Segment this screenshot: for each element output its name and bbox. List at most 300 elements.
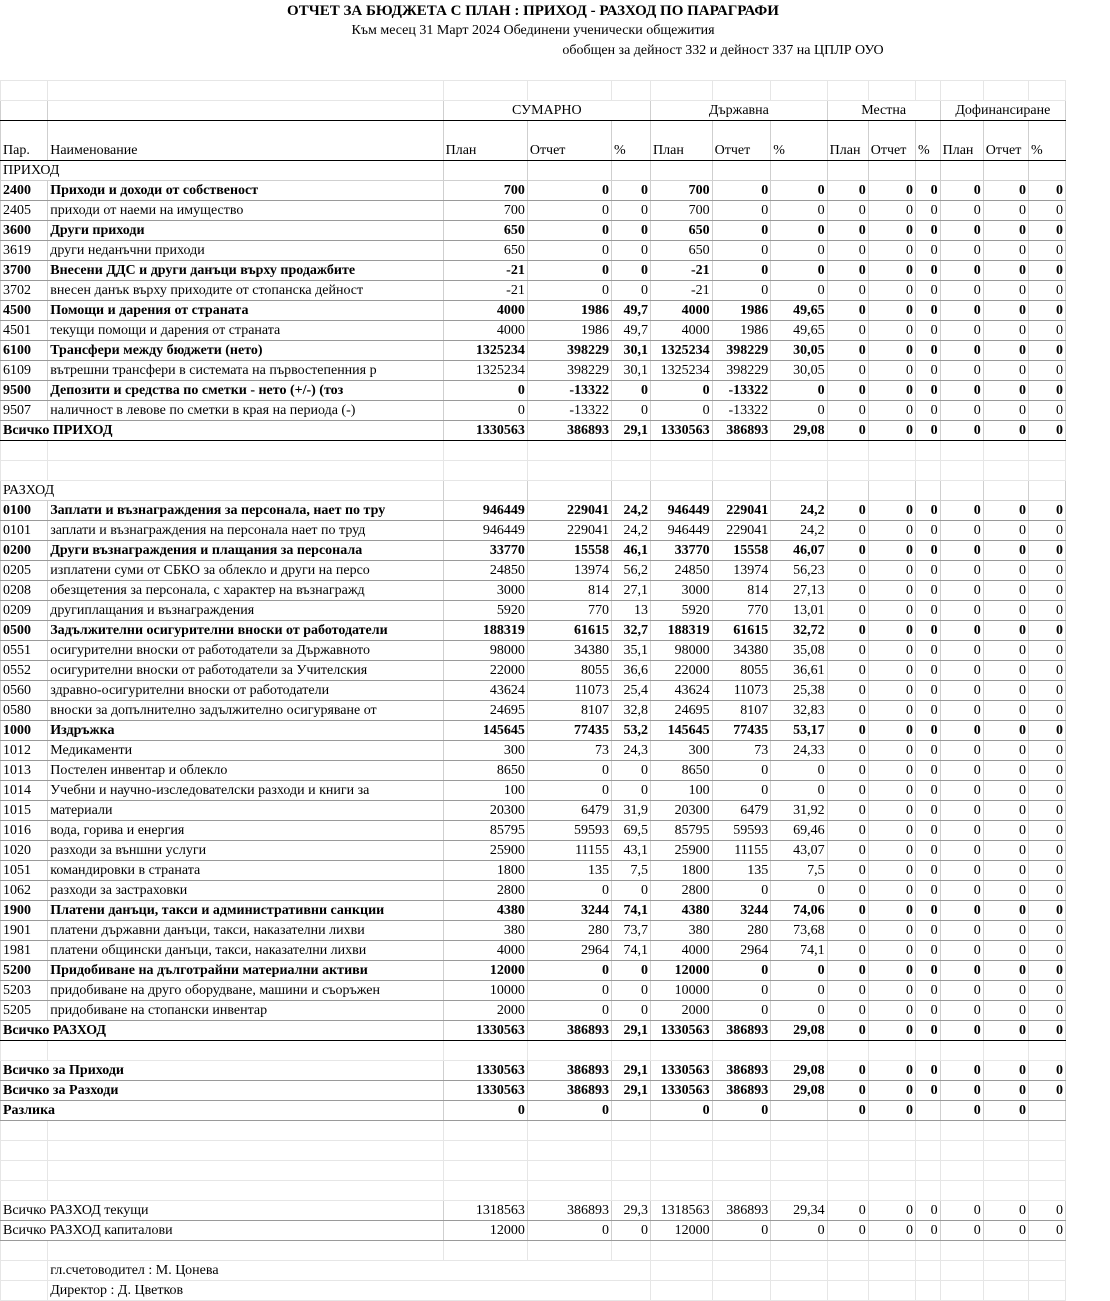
value-cell: 386893: [527, 1081, 611, 1101]
value-cell: 0: [868, 541, 915, 561]
spacer-row: [1, 1041, 1066, 1061]
value-cell: 145645: [651, 721, 713, 741]
item-name: Всичко РАЗХОД: [1, 1021, 444, 1041]
expense-row: [1, 981, 1066, 1001]
value-cell: 34380: [527, 641, 611, 661]
value-cell: 0: [527, 961, 611, 981]
value-cell: 0: [527, 981, 611, 1001]
empty-cell: [983, 441, 1028, 461]
empty-cell: [1, 1181, 48, 1201]
signature-director: Директор : Д. Цветков: [48, 1281, 651, 1301]
paragraph-code: 0200: [1, 541, 48, 561]
value-cell: 0: [983, 1101, 1028, 1121]
expense-row: [1, 621, 1066, 641]
value-cell: 386893: [712, 1081, 771, 1101]
empty-cell: [868, 1181, 915, 1201]
value-cell: 59593: [712, 821, 771, 841]
value-cell: 0: [827, 201, 868, 221]
current-total-row: [1, 1221, 1066, 1241]
value-cell: 0: [940, 181, 983, 201]
expense-row: [1, 821, 1066, 841]
item-name: командировки в страната: [48, 861, 443, 881]
empty-cell: [712, 161, 771, 181]
value-cell: 0: [868, 241, 915, 261]
empty-cell: [651, 461, 713, 481]
empty-cell: [48, 101, 443, 121]
expense-row: [1, 561, 1066, 581]
value-cell: 0: [612, 1221, 651, 1241]
value-cell: 0: [827, 821, 868, 841]
value-cell: 0: [868, 1061, 915, 1081]
value-cell: 0: [915, 1021, 940, 1041]
value-cell: 0: [915, 361, 940, 381]
paragraph-code: 0101: [1, 521, 48, 541]
empty-cell: [868, 1141, 915, 1161]
value-cell: 0: [868, 261, 915, 281]
expense-total-row: [1, 1021, 1066, 1041]
value-cell: 53,2: [612, 721, 651, 741]
value-cell: 0: [868, 1221, 915, 1241]
value-cell: 0: [527, 181, 611, 201]
value-cell: 0: [940, 221, 983, 241]
value-cell: 0: [915, 721, 940, 741]
empty-cell: [443, 1041, 527, 1061]
value-cell: 0: [1028, 361, 1065, 381]
value-cell: 46,07: [771, 541, 827, 561]
value-cell: 0: [940, 261, 983, 281]
item-name: обезщетения за персонала, с характер на възнагражд: [48, 581, 443, 601]
value-cell: 0: [868, 501, 915, 521]
value-cell: 0: [915, 421, 940, 441]
value-cell: 4000: [443, 941, 527, 961]
value-cell: 0: [983, 861, 1028, 881]
paragraph-code: 3700: [1, 261, 48, 281]
value-cell: 32,8: [612, 701, 651, 721]
value-cell: 0: [915, 181, 940, 201]
value-cell: 0: [983, 301, 1028, 321]
value-cell: 3000: [443, 581, 527, 601]
value-cell: 0: [1028, 401, 1065, 421]
item-name: Платени данъци, такси и административни санкции: [48, 901, 443, 921]
empty-cell: [827, 1121, 868, 1141]
spacer-row: [1, 1241, 1066, 1261]
value-cell: 0: [771, 781, 827, 801]
value-cell: 0: [527, 1001, 611, 1021]
value-cell: 0: [868, 921, 915, 941]
value-cell: 0: [915, 1061, 940, 1081]
empty-cell: [443, 1181, 527, 1201]
value-cell: 0: [827, 361, 868, 381]
value-cell: 24,2: [771, 521, 827, 541]
empty-cell: [712, 1121, 771, 1141]
empty-cell: [827, 161, 868, 181]
item-name: Издръжка: [48, 721, 443, 741]
value-cell: 29,1: [612, 421, 651, 441]
value-cell: 1325234: [443, 361, 527, 381]
value-cell: 31,9: [612, 801, 651, 821]
value-cell: 0: [983, 321, 1028, 341]
value-cell: 0: [915, 381, 940, 401]
value-cell: 0: [527, 881, 611, 901]
paragraph-code: 1981: [1, 941, 48, 961]
value-cell: 0: [868, 741, 915, 761]
empty-cell: [527, 1241, 611, 1261]
value-cell: 73,7: [612, 921, 651, 941]
value-cell: 0: [983, 841, 1028, 861]
empty-cell: [1028, 1281, 1065, 1301]
value-cell: 4000: [443, 321, 527, 341]
value-cell: 20300: [651, 801, 713, 821]
value-cell: 946449: [651, 501, 713, 521]
income-total-row: [1, 421, 1066, 441]
empty-cell: [983, 1281, 1028, 1301]
value-cell: 0: [1028, 941, 1065, 961]
value-cell: 29,08: [771, 1061, 827, 1081]
empty-cell: [1028, 1241, 1065, 1261]
value-cell: 0: [983, 281, 1028, 301]
value-cell: 0: [827, 1001, 868, 1021]
value-cell: 0: [983, 541, 1028, 561]
value-cell: 13: [612, 601, 651, 621]
column-header-row: [1, 121, 1066, 161]
empty-cell: [915, 1261, 940, 1281]
empty-cell: [527, 1041, 611, 1061]
value-cell: 0: [940, 1061, 983, 1081]
empty-cell: [651, 161, 713, 181]
empty-cell: [712, 1261, 771, 1281]
value-cell: 1800: [443, 861, 527, 881]
value-cell: 0: [827, 621, 868, 641]
value-cell: 0: [712, 1101, 771, 1121]
value-cell: 1318563: [651, 1201, 713, 1221]
value-cell: 0: [915, 521, 940, 541]
paragraph-code: 5200: [1, 961, 48, 981]
section-label: РАЗХОД: [1, 481, 444, 501]
empty-cell: [915, 161, 940, 181]
value-cell: 0: [983, 601, 1028, 621]
value-cell: 0: [983, 1021, 1028, 1041]
value-cell: 0: [1028, 241, 1065, 261]
expense-row: [1, 961, 1066, 981]
value-cell: 386893: [712, 421, 771, 441]
value-cell: 0: [983, 1061, 1028, 1081]
item-name: вътрешни трансфери в системата на първостепенния р: [48, 361, 443, 381]
value-cell: 0: [983, 941, 1028, 961]
value-cell: 8650: [651, 761, 713, 781]
value-cell: 0: [1028, 741, 1065, 761]
value-cell: 0: [868, 841, 915, 861]
value-cell: 0: [868, 701, 915, 721]
income-row: [1, 261, 1066, 281]
signature-accountant: гл.счетоводител : М. Цонева: [48, 1261, 651, 1281]
value-cell: 74,06: [771, 901, 827, 921]
group-header: Местна: [827, 101, 940, 121]
value-cell: 0: [1028, 381, 1065, 401]
value-cell: 380: [651, 921, 713, 941]
column-header: План: [940, 121, 983, 161]
empty-cell: [651, 1161, 713, 1181]
empty-cell: [868, 481, 915, 501]
empty-cell: [1, 1141, 48, 1161]
value-cell: 0: [1028, 701, 1065, 721]
empty-cell: [983, 1141, 1028, 1161]
value-cell: 0: [915, 621, 940, 641]
value-cell: 0: [915, 401, 940, 421]
value-cell: 0: [868, 641, 915, 661]
value-cell: 380: [443, 921, 527, 941]
value-cell: [1028, 1101, 1065, 1121]
value-cell: 0: [712, 201, 771, 221]
value-cell: 0: [868, 301, 915, 321]
income-row: [1, 341, 1066, 361]
value-cell: 0: [940, 281, 983, 301]
value-cell: -13322: [712, 401, 771, 421]
value-cell: 3244: [527, 901, 611, 921]
value-cell: 0: [1028, 601, 1065, 621]
value-cell: 1986: [527, 301, 611, 321]
value-cell: 0: [983, 261, 1028, 281]
empty-cell: [1028, 1161, 1065, 1181]
value-cell: 0: [940, 861, 983, 881]
value-cell: 0: [940, 961, 983, 981]
value-cell: 0: [915, 201, 940, 221]
paragraph-code: 5203: [1, 981, 48, 1001]
expense-row: [1, 1001, 1066, 1021]
value-cell: 12000: [651, 961, 713, 981]
value-cell: 4000: [651, 321, 713, 341]
value-cell: 0: [868, 581, 915, 601]
value-cell: 0: [827, 1021, 868, 1041]
paragraph-code: 1020: [1, 841, 48, 861]
value-cell: 0: [651, 1101, 713, 1121]
value-cell: 188319: [651, 621, 713, 641]
item-name: Разлика: [1, 1101, 444, 1121]
empty-cell: [771, 161, 827, 181]
value-cell: 0: [771, 1001, 827, 1021]
empty-cell: [712, 81, 771, 101]
empty-cell: [612, 81, 651, 101]
paragraph-code: 1062: [1, 881, 48, 901]
value-cell: 398229: [712, 361, 771, 381]
value-cell: 0: [915, 781, 940, 801]
empty-cell: [915, 461, 940, 481]
empty-cell: [983, 1261, 1028, 1281]
value-cell: 300: [651, 741, 713, 761]
value-cell: 0: [612, 881, 651, 901]
group-header: Дофинансиране: [940, 101, 1065, 121]
value-cell: 73: [527, 741, 611, 761]
value-cell: 0: [612, 401, 651, 421]
value-cell: 135: [712, 861, 771, 881]
value-cell: 11155: [712, 841, 771, 861]
value-cell: 0: [940, 541, 983, 561]
value-cell: 6479: [712, 801, 771, 821]
value-cell: 0: [771, 381, 827, 401]
value-cell: 4000: [651, 301, 713, 321]
value-cell: 4380: [443, 901, 527, 921]
value-cell: 0: [940, 241, 983, 261]
value-cell: 229041: [527, 501, 611, 521]
expense-row: [1, 601, 1066, 621]
value-cell: 0: [1028, 641, 1065, 661]
item-name: Депозити и средства по сметки - нето (+/-) (тоз: [48, 381, 443, 401]
income-row: [1, 221, 1066, 241]
empty-cell: [940, 1161, 983, 1181]
item-name: Задължителни осигурителни вноски от работодатели: [48, 621, 443, 641]
value-cell: 229041: [712, 521, 771, 541]
value-cell: 56,23: [771, 561, 827, 581]
value-cell: 770: [712, 601, 771, 621]
value-cell: 0: [940, 421, 983, 441]
empty-cell: [868, 461, 915, 481]
item-name: Всичко за Разходи: [1, 1081, 444, 1101]
value-cell: 0: [983, 761, 1028, 781]
value-cell: 0: [827, 681, 868, 701]
value-cell: 0: [827, 841, 868, 861]
empty-cell: [940, 441, 983, 461]
value-cell: 2800: [651, 881, 713, 901]
value-cell: 0: [915, 681, 940, 701]
value-cell: 0: [868, 281, 915, 301]
empty-cell: [915, 1281, 940, 1301]
value-cell: 0: [868, 601, 915, 621]
value-cell: 2000: [651, 1001, 713, 1021]
item-name: Помощи и дарения от страната: [48, 301, 443, 321]
paragraph-code: 0205: [1, 561, 48, 581]
value-cell: 0: [827, 961, 868, 981]
report-subtitle-activity: обобщен за дейност 332 и дейност 337 на ЦПЛР ОУО: [562, 43, 884, 58]
value-cell: 49,7: [612, 321, 651, 341]
empty-cell: [48, 1121, 443, 1141]
value-cell: 0: [868, 181, 915, 201]
value-cell: 0: [868, 901, 915, 921]
value-cell: 0: [1028, 901, 1065, 921]
empty-cell: [983, 461, 1028, 481]
value-cell: 36,61: [771, 661, 827, 681]
value-cell: 0: [983, 661, 1028, 681]
expense-row: [1, 521, 1066, 541]
item-name: вода, горива и енергия: [48, 821, 443, 841]
value-cell: 0: [868, 801, 915, 821]
value-cell: 0: [915, 901, 940, 921]
value-cell: 0: [868, 1101, 915, 1121]
column-header: %: [1028, 121, 1065, 161]
value-cell: 0: [940, 601, 983, 621]
value-cell: 0: [868, 381, 915, 401]
value-cell: 0: [827, 1081, 868, 1101]
value-cell: 0: [827, 801, 868, 821]
spacer-row: [1, 441, 1066, 461]
value-cell: 0: [868, 421, 915, 441]
value-cell: 0: [940, 381, 983, 401]
value-cell: 0: [915, 941, 940, 961]
income-row: [1, 321, 1066, 341]
paragraph-code: 1000: [1, 721, 48, 741]
column-header: План: [827, 121, 868, 161]
value-cell: 1800: [651, 861, 713, 881]
value-cell: 0: [940, 841, 983, 861]
empty-cell: [868, 1281, 915, 1301]
value-cell: 29,08: [771, 421, 827, 441]
value-cell: 30,1: [612, 361, 651, 381]
value-cell: 700: [443, 181, 527, 201]
value-cell: 85795: [651, 821, 713, 841]
value-cell: 0: [612, 261, 651, 281]
value-cell: 650: [443, 221, 527, 241]
value-cell: 27,1: [612, 581, 651, 601]
value-cell: 1330563: [443, 1081, 527, 1101]
column-header: Отчет: [527, 121, 611, 161]
value-cell: 33770: [443, 541, 527, 561]
empty-cell: [443, 481, 527, 501]
value-cell: 0: [868, 821, 915, 841]
value-cell: 56,2: [612, 561, 651, 581]
value-cell: 49,7: [612, 301, 651, 321]
value-cell: 7,5: [771, 861, 827, 881]
empty-cell: [527, 1141, 611, 1161]
empty-cell: [1028, 1261, 1065, 1281]
value-cell: 29,1: [612, 1061, 651, 1081]
value-cell: 61615: [712, 621, 771, 641]
value-cell: 280: [527, 921, 611, 941]
value-cell: 386893: [712, 1021, 771, 1041]
value-cell: 0: [915, 581, 940, 601]
value-cell: 24,2: [612, 501, 651, 521]
spacer-row: [1, 1121, 1066, 1141]
empty-cell: [827, 1261, 868, 1281]
value-cell: 229041: [712, 501, 771, 521]
value-cell: 13,01: [771, 601, 827, 621]
value-cell: 0: [1028, 881, 1065, 901]
value-cell: 0: [983, 521, 1028, 541]
value-cell: 0: [527, 201, 611, 221]
value-cell: 0: [612, 381, 651, 401]
value-cell: 1330563: [651, 421, 713, 441]
empty-cell: [940, 161, 983, 181]
value-cell: 0: [827, 721, 868, 741]
empty-cell: [868, 1161, 915, 1181]
column-header: План: [651, 121, 713, 161]
value-cell: 0: [1028, 1061, 1065, 1081]
signature-row: [1, 1261, 1066, 1281]
value-cell: 1986: [527, 321, 611, 341]
empty-cell: [1028, 1181, 1065, 1201]
value-cell: 0: [612, 201, 651, 221]
empty-cell: [712, 1041, 771, 1061]
value-cell: 280: [712, 921, 771, 941]
income-row: [1, 241, 1066, 261]
value-cell: 0: [983, 561, 1028, 581]
value-cell: 0: [527, 261, 611, 281]
empty-cell: [771, 481, 827, 501]
paragraph-code: 0560: [1, 681, 48, 701]
empty-cell: [940, 1261, 983, 1281]
value-cell: 0: [712, 781, 771, 801]
empty-cell: [48, 461, 443, 481]
value-cell: 0: [827, 221, 868, 241]
empty-cell: [915, 1121, 940, 1141]
empty-cell: [651, 1261, 713, 1281]
value-cell: 1330563: [651, 1021, 713, 1041]
item-name: вноски за допълнително задължително осигуряване от: [48, 701, 443, 721]
value-cell: 0: [827, 641, 868, 661]
value-cell: 11073: [527, 681, 611, 701]
empty-cell: [827, 1141, 868, 1161]
empty-cell: [827, 441, 868, 461]
value-cell: 0: [1028, 541, 1065, 561]
value-cell: 74,1: [612, 941, 651, 961]
value-cell: 0: [771, 181, 827, 201]
